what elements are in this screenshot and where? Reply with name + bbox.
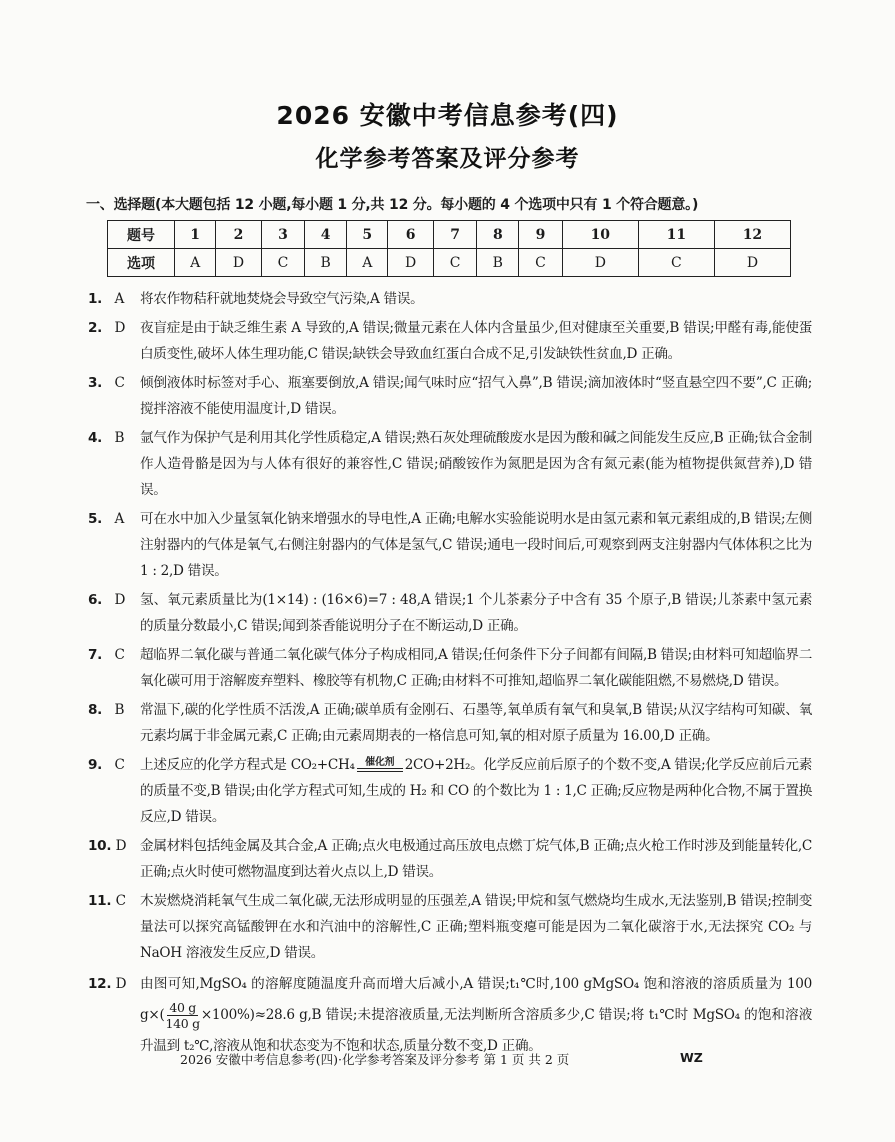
item-number: 3. bbox=[88, 375, 103, 391]
item-text: 可在水中加入少量氢氧化钠来增强水的导电性,A 正确;电解水实验能说明水是由氢元素和氧元素组成的,B 错误;左侧注射器内的气体是氧气,右侧注射器内的气体是氢气,C 错误;通电一段时间后,可观察到两支注射器内气体体积之比为 1 : 2,D 错误。 bbox=[140, 511, 812, 579]
item-text: 氢、氧元素质量比为(1×14) : (16×6)=7 : 48,A 错误;1 个儿茶素分子中含有 35 个原子,B 错误;儿茶素中氢元素的质量分数最小,C 错误;闻到茶香能说明分子在不断运动,D 正确。 bbox=[140, 592, 812, 634]
question-number-cell: 1 bbox=[175, 221, 216, 249]
question-number-cell: 10 bbox=[562, 221, 638, 249]
question-number-cell: 2 bbox=[216, 221, 261, 249]
item-answer: D bbox=[114, 592, 126, 608]
question-number-cell: 12 bbox=[714, 221, 790, 249]
answer-choice-cell: C bbox=[638, 249, 714, 277]
question-number-cell: 11 bbox=[638, 221, 714, 249]
question-number-cell: 5 bbox=[347, 221, 388, 249]
answer-choice-cell: C bbox=[433, 249, 477, 277]
row-label-numbers: 题号 bbox=[108, 221, 175, 249]
explanation-item-9 bbox=[88, 752, 812, 830]
answer-choice-cell: C bbox=[261, 249, 305, 277]
catalyst-arrow bbox=[357, 757, 403, 772]
item-number: 7. bbox=[88, 647, 103, 663]
question-number-cell: 7 bbox=[433, 221, 477, 249]
item-text: 倾倒液体时标签对手心、瓶塞要倒放,A 错误;闻气味时应“招气入鼻”,B 错误;滴加液体时“竖直悬空四不要”,C 正确;搅拌溶液不能使用温度计,D 错误。 bbox=[140, 375, 812, 417]
page-footer bbox=[180, 1050, 740, 1068]
item-number: 9. bbox=[88, 757, 103, 773]
catalyst-label: 催化剂 bbox=[365, 757, 395, 768]
item-number: 8. bbox=[88, 702, 103, 718]
item-answer: D bbox=[114, 320, 126, 336]
answer-table bbox=[107, 220, 791, 277]
item-answer: C bbox=[115, 893, 126, 909]
item-answer: B bbox=[114, 702, 125, 718]
footer-code: WZ bbox=[680, 1050, 703, 1065]
item-number: 6. bbox=[88, 592, 103, 608]
item-number: 11. bbox=[88, 893, 112, 909]
item-text: 氩气作为保护气是利用其化学性质稳定,A 错误;熟石灰处理硫酸废水是因为酸和碱之间能发生反应,B 正确;钛合金制作人造骨骼是因为与人体有很好的兼容性,C 错误;硝酸铵作为氮肥是因为含有氮元素(能为植物提供氮营养),D 错误。 bbox=[140, 430, 812, 498]
explanation-item-10 bbox=[88, 833, 812, 885]
item-answer: A bbox=[114, 511, 124, 527]
footer-text: 2026 安徽中考信息参考(四)·化学参考答案及评分参考 第 1 页 共 2 页 bbox=[180, 1052, 570, 1067]
item-text-before: 上述反应的化学方程式是 CO₂+CH₄ bbox=[140, 757, 355, 773]
section-heading: 一、选择题(本大题包括 12 小题,每小题 1 分,共 12 分。每小题的 4 个选项中只有 1 个符合题意。) bbox=[86, 197, 699, 213]
item-number: 4. bbox=[88, 430, 103, 446]
explanation-item-3 bbox=[88, 370, 812, 422]
item-text: 木炭燃烧消耗氧气生成二氧化碳,无法形成明显的压强差,A 错误;甲烷和氢气燃烧均生成水,无法鉴别,B 错误;控制变量法可以探究高锰酸钾在水和汽油中的溶解性,C 正确;塑料瓶变瘪可能是因为二氧化碳溶于水,无法探究 CO₂ 与 NaOH 溶液发生反应,D 错误。 bbox=[140, 893, 812, 961]
item-text: 将农作物秸秆就地焚烧会导致空气污染,A 错误。 bbox=[140, 291, 424, 307]
explanation-item-4 bbox=[88, 425, 812, 503]
explanation-item-7 bbox=[88, 642, 812, 694]
answer-choice-cell: C bbox=[519, 249, 563, 277]
item-text: 超临界二氧化碳与普通二氧化碳气体分子构成相同,A 错误;任何条件下分子间都有间隔,B 错误;由材料可知超临界二氧化碳可用于溶解废弃塑料、橡胶等有机物,C 正确;由材料不可推知,超临界二氧化碳能阻燃,不易燃烧,D 错误。 bbox=[140, 647, 812, 689]
item-answer: A bbox=[114, 291, 124, 307]
item-answer: C bbox=[114, 757, 125, 773]
fraction-denominator: 140 g bbox=[165, 1016, 200, 1031]
question-number-cell: 8 bbox=[477, 221, 519, 249]
item-number: 5. bbox=[88, 511, 103, 527]
item-text: 常温下,碳的化学性质不活泼,A 正确;碳单质有金刚石、石墨等,氧单质有氧气和臭氧,B 错误;从汉字结构可知碳、氧元素均属于非金属元素,C 正确;由元素周期表的一格信息可知,氧的相对原子质量为 16.00,D 正确。 bbox=[140, 702, 812, 744]
item-answer: C bbox=[114, 375, 125, 391]
answer-choice-cell: D bbox=[388, 249, 433, 277]
answer-choice-cell: B bbox=[477, 249, 519, 277]
explanation-item-6 bbox=[88, 587, 812, 639]
page-subtitle: 化学参考答案及评分参考 bbox=[315, 146, 580, 172]
item-answer: D bbox=[115, 976, 127, 992]
answer-choice-cell: D bbox=[714, 249, 790, 277]
answer-choice-cell: D bbox=[562, 249, 638, 277]
answer-choice-cell: D bbox=[216, 249, 261, 277]
item-number: 10. bbox=[88, 838, 112, 854]
question-number-cell: 6 bbox=[388, 221, 433, 249]
fraction-numerator: 40 g bbox=[169, 1000, 197, 1015]
explanation-item-1 bbox=[88, 286, 812, 312]
explanation-item-5 bbox=[88, 506, 812, 584]
row-label-answers: 选项 bbox=[108, 249, 175, 277]
item-number: 2. bbox=[88, 320, 103, 336]
item-answer: B bbox=[114, 430, 125, 446]
item-number: 12. bbox=[88, 976, 112, 992]
question-number-cell: 4 bbox=[305, 221, 347, 249]
item-answer: C bbox=[114, 647, 125, 663]
fraction bbox=[166, 1000, 200, 1031]
item-text: 金属材料包括纯金属及其合金,A 正确;点火电极通过高压放电点燃丁烷气体,B 正确;点火枪工作时涉及到能量转化,C 正确;点火时使可燃物温度到达着火点以上,D 错误。 bbox=[140, 838, 812, 880]
answer-choice-cell: A bbox=[175, 249, 216, 277]
item-text-after: 2CO+2H₂。化学反应前后原子的个数不变,A 错误;化学反应前后元素的质量不变,B 错误;由化学方程式可知,生成的 H₂ 和 CO 的个数比为 1 : 1,C 正确;反应物是两种化合物,不属于置换反应,D 错误。 bbox=[140, 757, 813, 825]
equals-arrow bbox=[357, 768, 403, 772]
question-number-cell: 9 bbox=[519, 221, 563, 249]
item-text: 夜盲症是由于缺乏维生素 A 导致的,A 错误;微量元素在人体内含量虽少,但对健康至关重要,B 错误;甲醛有毒,能使蛋白质变性,破坏人体生理功能,C 错误;缺铁会导致血红蛋白合成不足,引发缺铁性贫血,D 正确。 bbox=[140, 320, 812, 362]
item-text-after: ×100%)≈28.6 g,B 错误;未提溶液质量,无法判断所含溶质多少,C 错误;将 t₁℃时 MgSO₄ 的饱和溶液升温到 t₂℃,溶液从饱和状态变为不饱和状态,质量分数不变,D 正确。 bbox=[140, 1007, 812, 1054]
answer-choice-cell: B bbox=[305, 249, 347, 277]
answer-table-number-row bbox=[108, 221, 791, 249]
explanation-list bbox=[88, 286, 812, 1065]
question-number-cell: 3 bbox=[261, 221, 305, 249]
item-text-before: 由图可知,MgSO₄ 的溶解度随温度升高而增大后减小,A 错误;t₁℃时,100 gMgSO₄ 饱和溶液的溶质质量为 100 g×( bbox=[140, 976, 812, 1023]
answer-choice-cell: A bbox=[347, 249, 388, 277]
explanation-item-8 bbox=[88, 697, 812, 749]
explanation-item-12 bbox=[88, 969, 812, 1062]
answer-table-answer-row bbox=[108, 249, 791, 277]
item-number: 1. bbox=[88, 291, 103, 307]
page-title: 2026 安徽中考信息参考(四) bbox=[276, 101, 619, 130]
item-answer: D bbox=[115, 838, 127, 854]
explanation-item-11 bbox=[88, 888, 812, 966]
explanation-item-2 bbox=[88, 315, 812, 367]
